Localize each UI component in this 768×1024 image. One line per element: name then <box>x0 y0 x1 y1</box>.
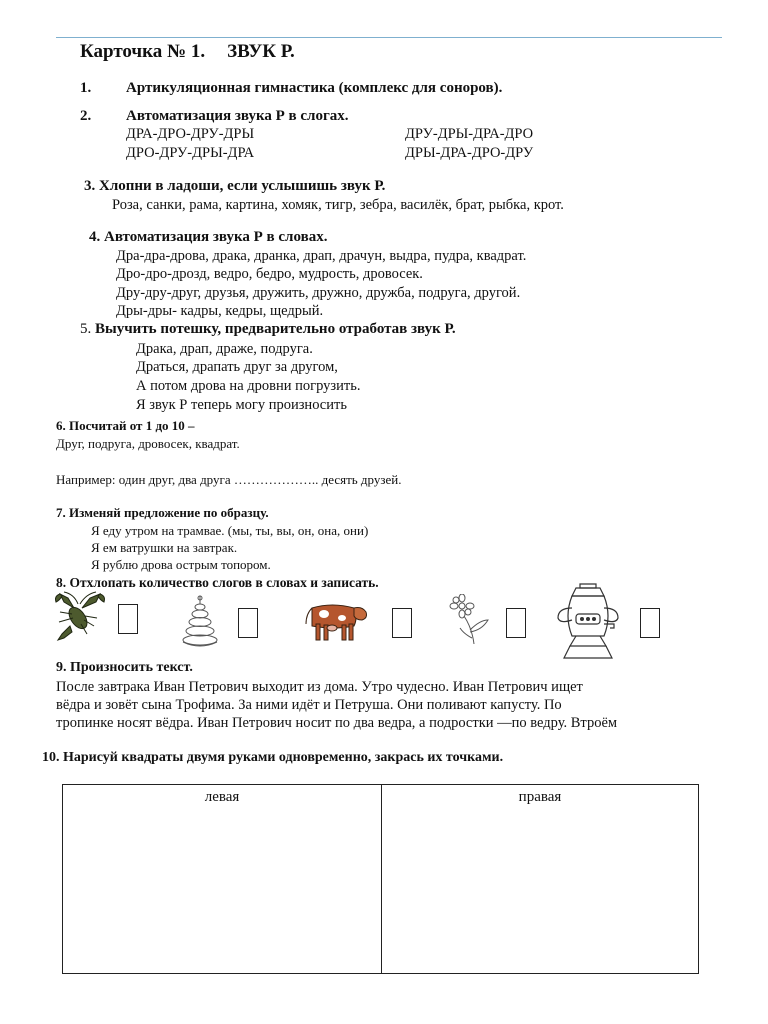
task6-words: Друг, подруга, дровосек, квадрат. <box>56 436 240 451</box>
task10-heading: 10. Нарисуй квадраты двумя руками одновременно, закрась их точками. <box>42 750 504 765</box>
samovar-icon <box>556 580 620 662</box>
card-title <box>80 41 295 63</box>
task7-line-3: Я рублю дрова острым топором. <box>91 557 271 572</box>
task9-line-1: После завтрака Иван Петрович выходит из дома. Утро чудесно. Иван Петрович ищет <box>56 679 583 695</box>
task7-line-1: Я еду утром на трамвае. (мы, ты, вы, он, она, они) <box>91 523 369 538</box>
task2-heading: 2. Автоматизация звука Р в слогах. <box>80 108 349 124</box>
task3-text: Роза, санки, рама, картина, хомяк, тигр, зебра, василёк, брат, рыбка, крот. <box>112 197 564 213</box>
task4-line-4: Дры-дры- кадры, кедры, щедрый. <box>116 303 324 319</box>
task2-syllables-left-2: ДРО-ДРУ-ДРЫ-ДРА <box>126 145 255 161</box>
task8-heading: 8. Отхлопать количество слогов в словах и записать. <box>56 575 379 590</box>
task5-heading: 5. Выучить потешку, предварительно отработав звук Р. <box>80 321 456 337</box>
task7-line-2: Я ем ватрушки на завтрак. <box>91 540 238 555</box>
task2-syllables-left-1: ДРА-ДРО-ДРУ-ДРЫ <box>126 126 255 142</box>
task1-heading: 1. Артикуляционная гимнастика (комплекс для соноров). <box>80 80 503 96</box>
task4-line-1: Дра-дра-дрова, драка, дранка, драп, драчун, выдра, пудра, квадрат. <box>116 248 527 264</box>
syllable-box-5[interactable] <box>640 608 660 638</box>
task3-heading: 3. Хлопни в ладоши, если услышишь звук Р. <box>84 178 386 194</box>
task7-heading: 7. Изменяй предложение по образцу. <box>56 505 269 520</box>
task5-line-3: А потом дрова на дровни погрузить. <box>136 378 361 394</box>
task2-syllables-right-2: ДРЫ-ДРА-ДРО-ДРУ <box>405 145 534 161</box>
top-rule <box>56 37 722 38</box>
left-hand-column[interactable] <box>63 785 382 973</box>
right-hand-column[interactable] <box>382 785 698 973</box>
task6-heading: 6. Посчитай от 1 до 10 – <box>56 418 195 433</box>
task4-line-2: Дро-дро-дрозд, ведро, бедро, мудрость, дровосек. <box>116 266 423 282</box>
task4-line-3: Дру-дру-друг, друзья, дружить, дружно, дружба, подруга, другой. <box>116 285 521 301</box>
flower-icon <box>446 594 492 646</box>
task9-line-2: вёдра и зовёт сына Трофима. За ними идёт и Петруша. Они поливают капусту. По <box>56 697 562 713</box>
syllable-box-4[interactable] <box>506 608 526 638</box>
drawing-table <box>62 784 699 974</box>
syllable-box-2[interactable] <box>238 608 258 638</box>
pyramid-toy-icon <box>180 594 220 648</box>
cow-icon <box>298 596 370 644</box>
left-hand-label: левая <box>204 789 240 805</box>
syllable-box-1[interactable] <box>118 604 138 634</box>
task5-line-2: Драться, драпать друг за другом, <box>136 359 338 375</box>
right-hand-label: правая <box>518 789 562 805</box>
task5-line-1: Драка, драп, драже, подруга. <box>136 341 313 357</box>
task9-heading: 9. Произносить текст. <box>56 660 193 675</box>
card-number: Карточка № 1. <box>80 41 206 62</box>
syllable-box-3[interactable] <box>392 608 412 638</box>
task6-example: Например: один друг, два друга ……………….. десять друзей. <box>56 472 402 487</box>
task9-line-3: тропинке носят вёдра. Иван Петрович носит по два ведра, а подростки —по ведру. Втроём <box>56 715 618 731</box>
task5-line-4: Я звук Р теперь могу произносить <box>136 397 347 413</box>
task4-heading: 4. Автоматизация звука Р в словах. <box>89 229 328 245</box>
card-sound: ЗВУК Р. <box>227 41 295 62</box>
crayfish-icon <box>48 590 108 642</box>
task2-syllables-right-1: ДРУ-ДРЫ-ДРА-ДРО <box>405 126 534 142</box>
